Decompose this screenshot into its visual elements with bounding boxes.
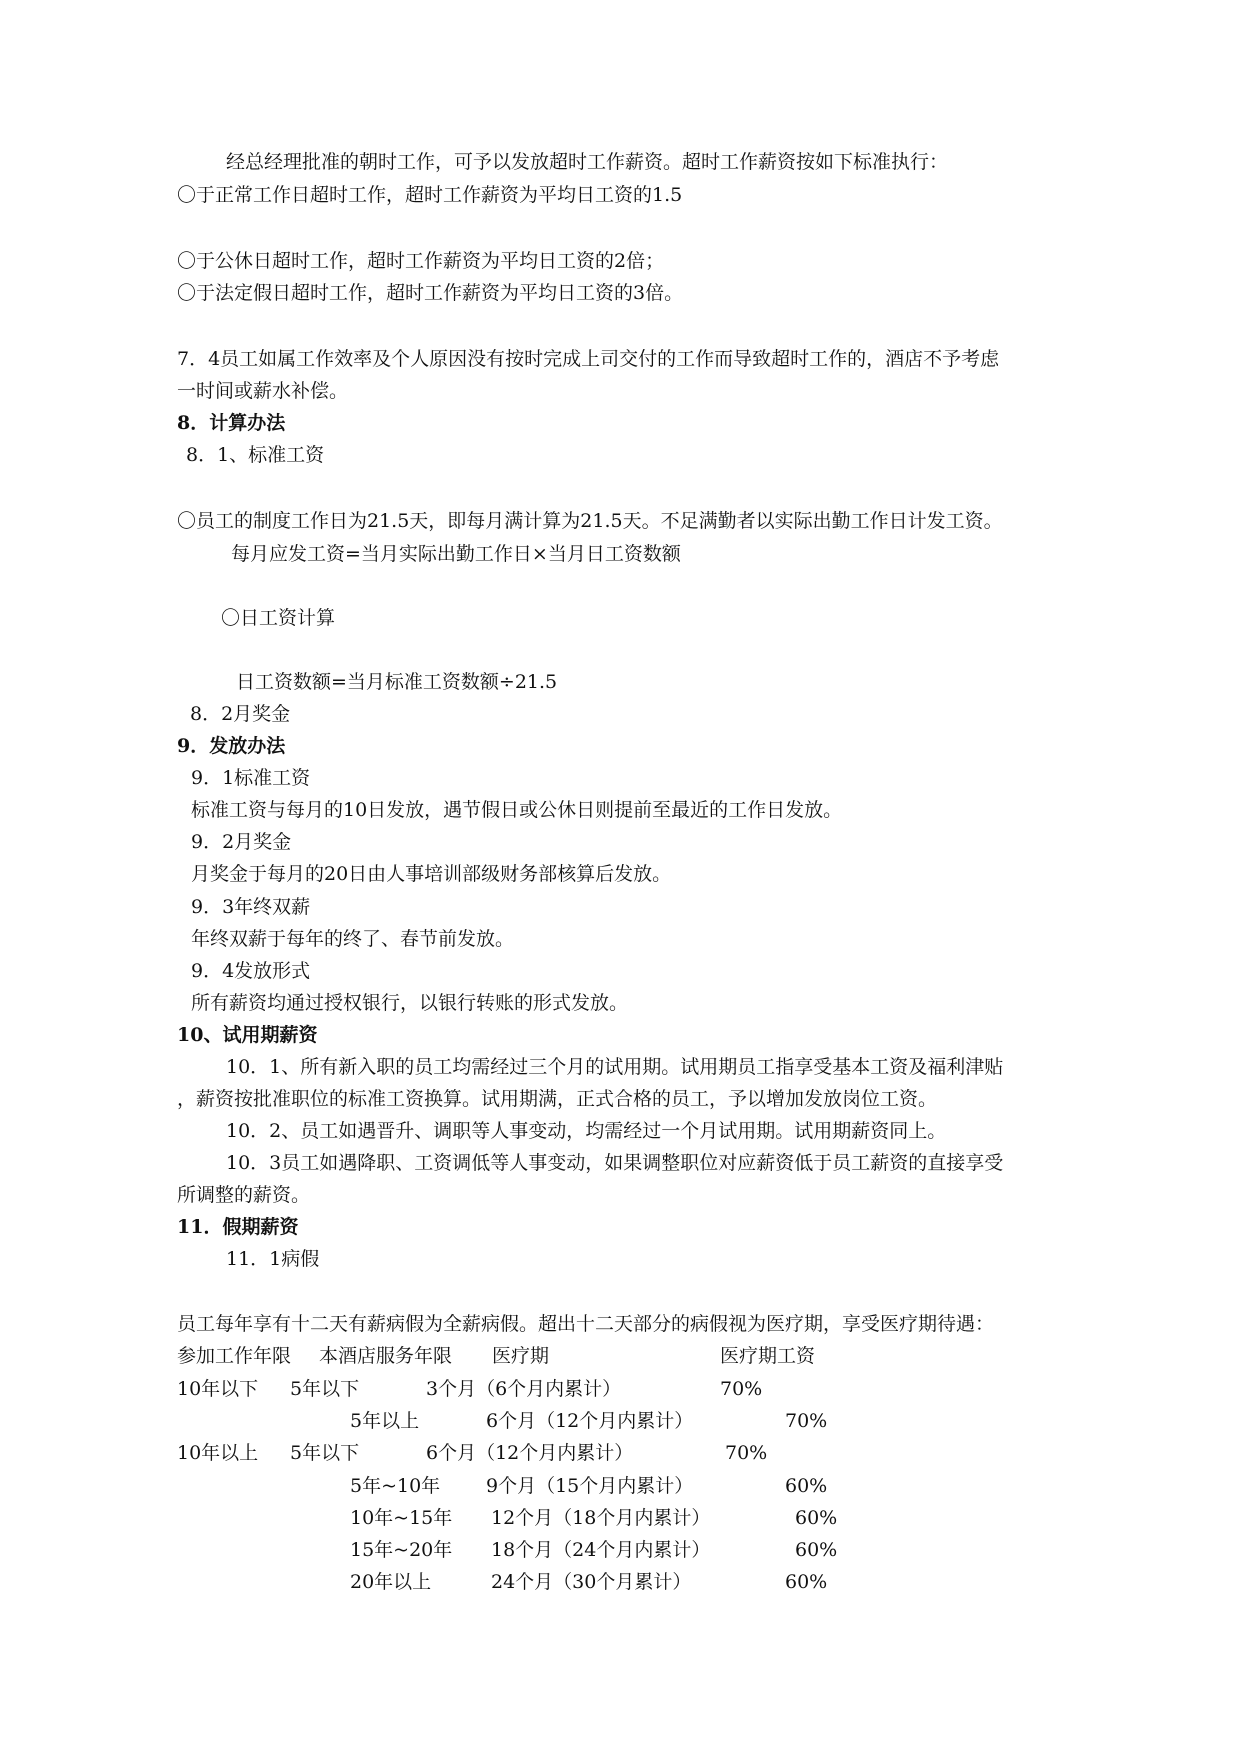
subsection-heading: 9．4发放形式 <box>191 960 311 982</box>
table-cell: 9个月（15个月内累计） <box>486 1475 694 1497</box>
header-cell: 医疗期 <box>492 1345 550 1367</box>
table-cell: 6个月（12个月内累计） <box>426 1442 634 1464</box>
table-cell: 70% <box>720 1378 763 1400</box>
section-heading: 8．计算办法 <box>177 412 286 434</box>
table-cell: 10年~15年 <box>350 1507 453 1529</box>
section-heading: 11．假期薪资 <box>177 1216 299 1238</box>
list-item: 〇于法定假日超时工作，超时工作薪资为平均日工资的3倍。 <box>177 282 684 304</box>
formula: 日工资数额=当月标准工资数额÷21.5 <box>236 671 558 693</box>
paragraph: 10．3员工如遇降职、工资调低等人事变动，如果调整职位对应薪资低于员工薪资的直接享受 <box>226 1152 1004 1174</box>
section-heading: 10、试用期薪资 <box>177 1024 318 1046</box>
table-cell: 10年以下 <box>177 1378 259 1400</box>
paragraph: 所有薪资均通过授权银行，以银行转账的形式发放。 <box>191 992 629 1014</box>
paragraph: 10．1、所有新入职的员工均需经过三个月的试用期。试用期员工指享受基本工资及福利津贴 <box>226 1056 1004 1078</box>
list-item: 〇员工的制度工作日为21.5天，即每月满计算为21.5天。不足满勤者以实际出勤工作日计发工资。 <box>177 510 1003 532</box>
table-cell: 70% <box>725 1442 768 1464</box>
paragraph: 月奖金于每月的20日由人事培训部级财务部核算后发放。 <box>191 863 672 885</box>
paragraph: 7．4员工如属工作效率及个人原因没有按时完成上司交付的工作而导致超时工作的，酒店不予考虑 <box>177 348 1000 370</box>
table-cell: 10年以上 <box>177 1442 259 1464</box>
table-cell: 6个月（12个月内累计） <box>486 1410 694 1432</box>
header-cell: 参加工作年限 <box>177 1345 292 1367</box>
table-cell: 60% <box>795 1539 838 1561</box>
paragraph: 员工每年享有十二天有薪病假为全薪病假。超出十二天部分的病假视为医疗期，享受医疗期待遇： <box>177 1313 995 1335</box>
subsection-heading: 8．1、标准工资 <box>186 444 325 466</box>
paragraph: 一时间或薪水补偿。 <box>177 380 349 402</box>
paragraph: 经总经理批准的朝时工作，可予以发放超时工作薪资。超时工作薪资按如下标准执行： <box>226 151 949 173</box>
table-cell: 70% <box>785 1410 828 1432</box>
table-cell: 5年~10年 <box>350 1475 441 1497</box>
header-cell: 本酒店服务年限 <box>319 1345 453 1367</box>
paragraph: 标准工资与每月的10日发放，遇节假日或公休日则提前至最近的工作日发放。 <box>191 799 843 821</box>
formula: 每月应发工资=当月实际出勤工作日×当月日工资数额 <box>231 543 681 565</box>
table-cell: 15年~20年 <box>350 1539 453 1561</box>
paragraph: 年终双薪于每年的终了、春节前发放。 <box>191 928 515 950</box>
table-cell: 12个月（18个月内累计） <box>491 1507 711 1529</box>
paragraph: ，薪资按批准职位的标准工资换算。试用期满，正式合格的员工，予以增加发放岗位工资。 <box>177 1088 938 1110</box>
list-item: 〇于公休日超时工作，超时工作薪资为平均日工资的2倍； <box>177 250 665 272</box>
table-cell: 24个月（30个月累计） <box>491 1571 692 1593</box>
subsection-heading: 9．1标准工资 <box>191 767 311 789</box>
table-cell: 60% <box>785 1571 828 1593</box>
subsection-heading: 9．2月奖金 <box>191 831 292 853</box>
table-cell: 60% <box>785 1475 828 1497</box>
table-cell: 60% <box>795 1507 838 1529</box>
list-item: 〇日工资计算 <box>221 607 336 629</box>
section-heading: 9．发放办法 <box>177 735 286 757</box>
table-cell: 3个月（6个月内累计） <box>426 1378 622 1400</box>
subsection-heading: 11．1病假 <box>226 1248 320 1270</box>
table-cell: 5年以下 <box>290 1378 360 1400</box>
subsection-heading: 8．2月奖金 <box>190 703 291 725</box>
subsection-heading: 9．3年终双薪 <box>191 896 311 918</box>
table-cell: 20年以上 <box>350 1571 432 1593</box>
table-cell: 5年以下 <box>290 1442 360 1464</box>
table-cell: 5年以上 <box>350 1410 420 1432</box>
header-cell: 医疗期工资 <box>720 1345 816 1367</box>
paragraph: 10．2、员工如遇晋升、调职等人事变动，均需经过一个月试用期。试用期薪资同上。 <box>226 1120 947 1142</box>
table-cell: 18个月（24个月内累计） <box>491 1539 711 1561</box>
paragraph: 所调整的薪资。 <box>177 1184 311 1206</box>
list-item: 〇于正常工作日超时工作，超时工作薪资为平均日工资的1.5 <box>177 184 683 206</box>
